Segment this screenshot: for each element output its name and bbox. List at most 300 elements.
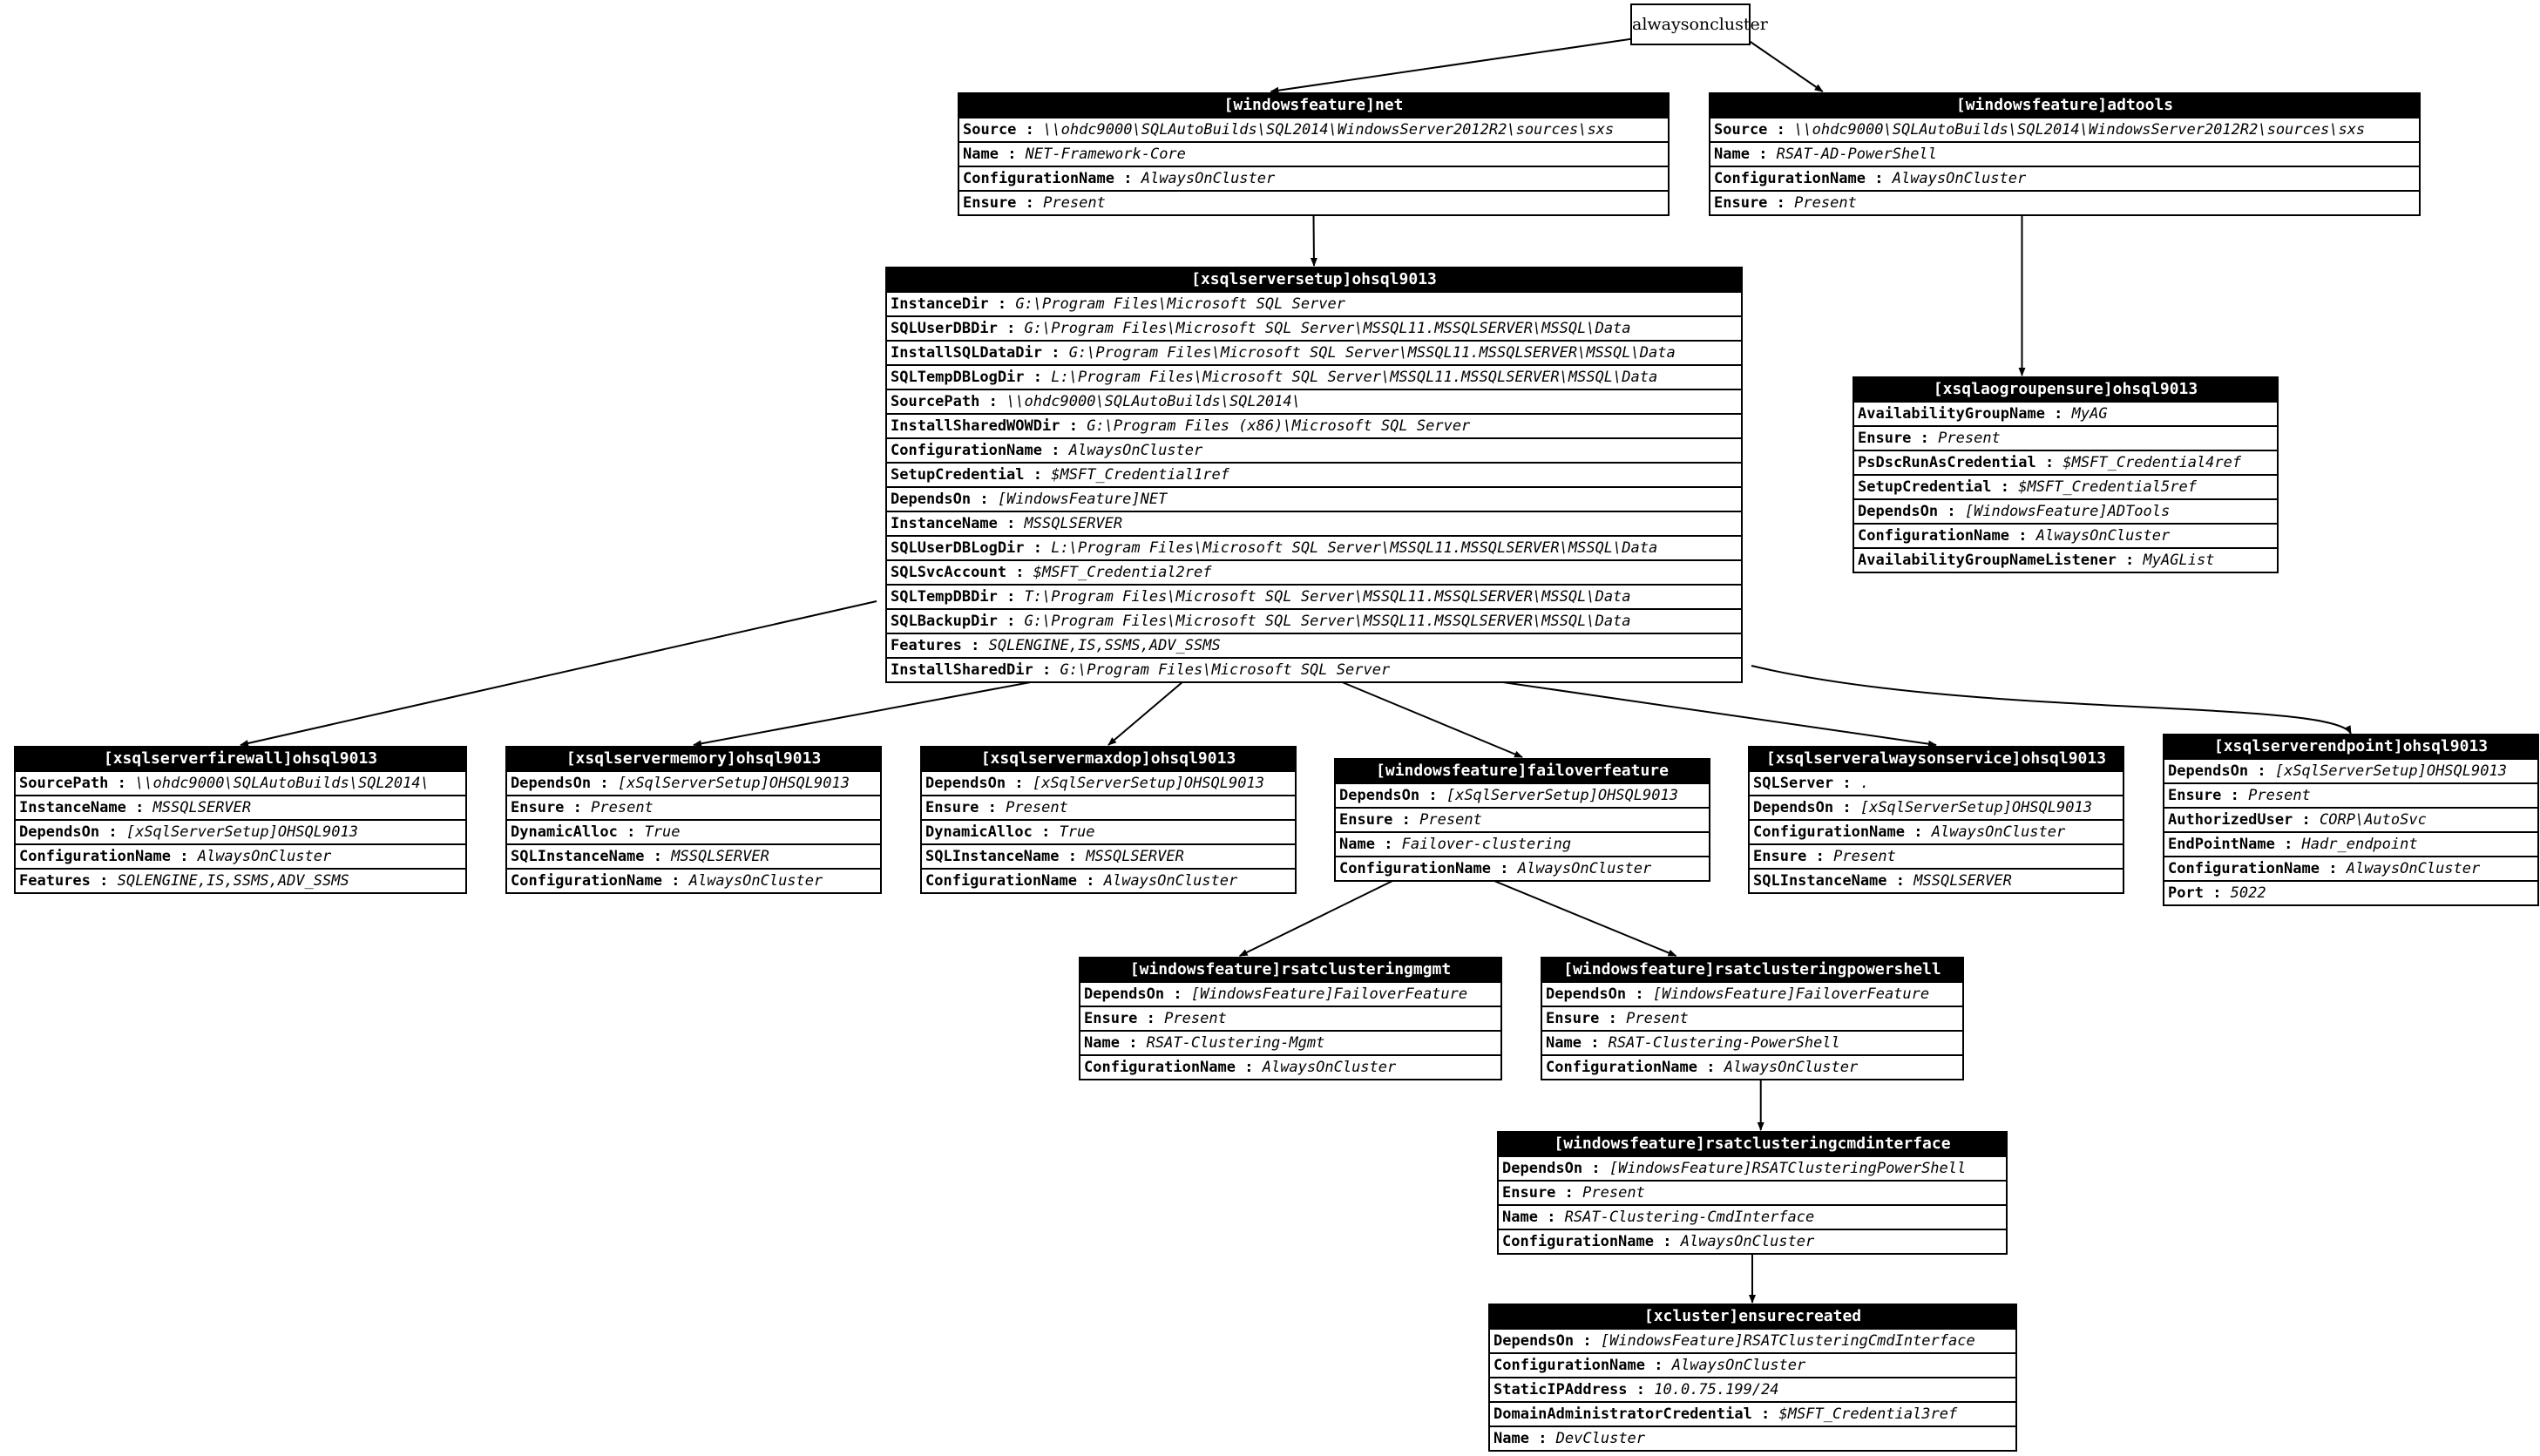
property-row <box>887 633 1741 657</box>
property-separator: : <box>1042 442 1069 459</box>
property-key: Ensure <box>1339 811 1393 829</box>
property-value: G:\Program Files\Microsoft SQL Server <box>1015 295 1346 313</box>
property-separator: : <box>1077 872 1104 890</box>
property-row <box>1542 1054 1962 1079</box>
property-key: Features <box>891 637 962 654</box>
node-title: [xsqlserverfirewall]ohsql9013 <box>16 748 465 770</box>
property-row <box>1750 795 2123 819</box>
property-row <box>1710 166 2419 190</box>
property-value: Failover-clustering <box>1401 836 1572 853</box>
property-separator: : <box>979 799 1006 816</box>
property-separator: : <box>1164 985 1191 1003</box>
property-separator: : <box>644 848 672 865</box>
property-separator: : <box>108 775 136 792</box>
property-row <box>959 117 1668 141</box>
property-row <box>1854 474 2277 498</box>
property-key: SQLTempDBDir <box>891 588 998 606</box>
property-separator: : <box>1491 860 1518 877</box>
property-row <box>2164 782 2537 807</box>
property-separator: : <box>1016 194 1044 212</box>
property-separator: : <box>1767 194 1795 212</box>
property-value: True <box>644 823 681 841</box>
node-title: [windowsfeature]failoverfeature <box>1336 760 1709 782</box>
property-key: ConfigurationName <box>963 170 1114 187</box>
property-row <box>2164 831 2537 856</box>
property-row <box>1336 856 1709 880</box>
property-row <box>887 608 1741 633</box>
property-key: ConfigurationName <box>1858 527 2009 545</box>
property-separator: : <box>1626 985 1653 1003</box>
property-value: RSAT-AD-PowerShell <box>1776 146 1937 163</box>
property-separator: : <box>2044 405 2072 423</box>
property-row <box>887 657 1741 681</box>
node-setup <box>885 267 1743 683</box>
property-row <box>1490 1328 2015 1352</box>
property-key: Name <box>1494 1430 1529 1447</box>
property-row <box>507 770 880 795</box>
node-title: [xsqlaogroupensure]ohsql9013 <box>1854 378 2277 401</box>
property-key: ConfigurationName <box>1339 860 1491 877</box>
property-row <box>1080 1030 1500 1054</box>
property-key: ConfigurationName <box>1753 823 1905 841</box>
property-row <box>16 795 465 819</box>
property-key: SQLBackupDir <box>891 613 998 630</box>
property-row <box>887 291 1741 315</box>
property-key: DependsOn <box>511 775 592 792</box>
property-row <box>16 770 465 795</box>
property-separator: : <box>1006 564 1033 581</box>
property-separator: : <box>1627 1381 1655 1398</box>
property-row <box>922 843 1295 868</box>
property-separator: : <box>1033 661 1060 679</box>
property-row <box>1499 1155 2006 1180</box>
property-value: [xSqlServerSetup]OHSQL9013 <box>1032 775 1264 792</box>
property-value: Present <box>1626 1010 1689 1027</box>
property-key: SQLServer <box>1753 775 1834 792</box>
property-value: SQLENGINE,IS,SSMS,ADV_SSMS <box>988 637 1221 654</box>
property-row <box>887 364 1741 389</box>
property-row <box>887 584 1741 608</box>
property-row <box>959 190 1668 214</box>
property-row <box>1490 1377 2015 1401</box>
property-value: $MSFT_Credential2ref <box>1033 564 1212 581</box>
property-row <box>1750 819 2123 843</box>
property-row <box>1490 1401 2015 1426</box>
property-value: MSSQLSERVER <box>152 799 252 816</box>
property-separator: : <box>979 393 1007 410</box>
property-separator: : <box>1024 369 1052 386</box>
property-row <box>959 166 1668 190</box>
property-key: InstanceDir <box>891 295 989 313</box>
property-value: G:\Program Files\Microsoft SQL Server\MSSQL11.MSSQLSERVER\MSSQL\Data <box>1024 613 1631 630</box>
property-row <box>507 819 880 843</box>
property-row <box>16 868 465 892</box>
property-key: StaticIPAddress <box>1494 1381 1628 1398</box>
property-key: Ensure <box>2168 787 2222 804</box>
property-value: G:\Program Files\Microsoft SQL Server\MSSQL11.MSSQLSERVER\MSSQL\Data <box>1068 344 1676 362</box>
property-row <box>1854 523 2277 547</box>
property-separator: : <box>1938 503 1965 520</box>
edge-setup-to-failover <box>1340 681 1522 757</box>
property-separator: : <box>1697 1059 1724 1076</box>
property-key: InstallSharedWOWDir <box>891 417 1060 435</box>
property-value: $MSFT_Credential5ref <box>2018 478 2197 496</box>
property-separator: : <box>1581 1034 1609 1052</box>
property-key: SQLInstanceName <box>511 848 645 865</box>
property-key: ConfigurationName <box>1546 1059 1697 1076</box>
property-value: L:\Program Files\Microsoft SQL Server\MSSQL11.MSSQLSERVER\MSSQL\Data <box>1051 369 1658 386</box>
property-key: DependsOn <box>1753 799 1834 816</box>
property-key: Ensure <box>1714 194 1768 212</box>
property-separator: : <box>1767 121 1795 139</box>
property-key: EndPointName <box>2168 836 2275 853</box>
node-title: [windowsfeature]rsatclusteringpowershell <box>1542 958 1962 981</box>
property-value: \\ohdc9000\SQLAutoBuilds\SQL2014\ <box>135 775 430 792</box>
property-separator: : <box>1749 146 1777 163</box>
edge-root-to-net <box>1270 38 1636 91</box>
property-value: [WindowsFeature]RSATClusteringCmdInterface <box>1600 1332 1975 1350</box>
property-row <box>1710 141 2419 166</box>
node-firewall <box>14 746 467 894</box>
property-value: AlwaysOnCluster <box>2035 527 2171 545</box>
property-key: DependsOn <box>891 491 972 508</box>
property-row <box>2164 758 2537 782</box>
node-title: [windowsfeature]net <box>959 94 1668 117</box>
property-value: AlwaysOnCluster <box>1671 1357 1806 1374</box>
property-key: ConfigurationName <box>925 872 1077 890</box>
property-separator: : <box>1599 1010 1627 1027</box>
property-separator: : <box>2035 454 2063 471</box>
property-key: PsDscRunAsCredential <box>1858 454 2036 471</box>
property-separator: : <box>1419 787 1446 804</box>
property-separator: : <box>2248 762 2275 780</box>
property-key: Name <box>1339 836 1375 853</box>
property-row <box>2164 856 2537 880</box>
property-separator: : <box>1374 836 1402 853</box>
node-title: [xsqlserversetup]ohsql9013 <box>887 268 1741 291</box>
property-separator: : <box>2320 860 2347 877</box>
property-row <box>1750 770 2123 795</box>
property-value: MSSQLSERVER <box>671 848 769 865</box>
property-row <box>922 795 1295 819</box>
property-row <box>887 437 1741 462</box>
property-key: Name <box>1714 146 1750 163</box>
property-separator: : <box>961 637 989 654</box>
property-row <box>887 486 1741 511</box>
property-separator: : <box>564 799 592 816</box>
property-separator: : <box>2009 527 2036 545</box>
property-value: AlwaysOnCluster <box>1068 442 1203 459</box>
property-separator: : <box>2274 836 2302 853</box>
node-mgmt <box>1079 957 1502 1080</box>
node-maxdop <box>920 746 1297 894</box>
property-value: [xSqlServerSetup]OHSQL9013 <box>617 775 850 792</box>
property-value: AlwaysOnCluster <box>1892 170 2027 187</box>
property-row <box>1710 117 2419 141</box>
property-value: . <box>1859 775 1870 792</box>
property-separator: : <box>2293 811 2320 829</box>
node-title: [xsqlservermaxdop]ohsql9013 <box>922 748 1295 770</box>
property-key: DependsOn <box>1339 787 1420 804</box>
property-row <box>887 535 1741 559</box>
property-key: InstallSharedDir <box>891 661 1033 679</box>
property-separator: : <box>971 491 998 508</box>
property-separator: : <box>1574 1332 1601 1350</box>
property-key: ConfigurationName <box>1494 1357 1645 1374</box>
property-value: [WindowsFeature]ADTools <box>1964 503 2171 520</box>
property-separator: : <box>997 320 1025 337</box>
property-row <box>1336 831 1709 856</box>
property-key: Ensure <box>1858 430 1912 447</box>
node-title: [xsqlserveralwaysonservice]ohsql9013 <box>1750 748 2123 770</box>
property-value: DevCluster <box>1555 1430 1646 1447</box>
property-separator: : <box>1866 170 1893 187</box>
property-key: Name <box>1502 1209 1538 1226</box>
edge-setup-to-firewall <box>240 601 877 745</box>
property-key: Name <box>1546 1034 1582 1052</box>
node-title: [xsqlserverendpoint]ohsql9013 <box>2164 735 2537 758</box>
property-value: Present <box>2248 787 2311 804</box>
property-key: ConfigurationName <box>1714 170 1866 187</box>
property-separator: : <box>90 872 118 890</box>
property-value: AlwaysOnCluster <box>1103 872 1238 890</box>
property-separator: : <box>1833 775 1860 792</box>
property-separator: : <box>988 295 1016 313</box>
property-value: \\ohdc9000\SQLAutoBuilds\SQL2014\WindowsServer2012R2\sources\sxs <box>1794 121 2366 139</box>
property-key: DependsOn <box>925 775 1006 792</box>
property-value: AlwaysOnCluster <box>1680 1233 1815 1250</box>
property-separator: : <box>998 146 1026 163</box>
property-value: Present <box>1582 1184 1645 1202</box>
property-key: SetupCredential <box>1858 478 1992 496</box>
property-key: SQLInstanceName <box>925 848 1060 865</box>
property-row <box>922 819 1295 843</box>
property-value: RSAT-Clustering-CmdInterface <box>1564 1209 1815 1226</box>
property-separator: : <box>1032 823 1060 841</box>
property-separator: : <box>171 848 198 865</box>
node-title: [windowsfeature]adtools <box>1710 94 2419 117</box>
property-key: Port <box>2168 884 2204 902</box>
property-key: Ensure <box>1502 1184 1556 1202</box>
property-key: Ensure <box>511 799 565 816</box>
node-agensure <box>1853 376 2279 573</box>
property-separator: : <box>1751 1405 1779 1423</box>
property-key: DependsOn <box>19 823 100 841</box>
property-row <box>1854 547 2277 572</box>
property-key: Ensure <box>963 194 1017 212</box>
property-value: T:\Program Files\Microsoft SQL Server\MSSQL11.MSSQLSERVER\MSSQL\Data <box>1024 588 1631 606</box>
property-value: [xSqlServerSetup]OHSQL9013 <box>1859 799 2092 816</box>
property-key: DynamicAlloc <box>511 823 618 841</box>
property-separator: : <box>1582 1160 1609 1177</box>
property-separator: : <box>1991 478 2019 496</box>
property-value: AlwaysOnCluster <box>1724 1059 1859 1076</box>
property-separator: : <box>1886 872 1914 890</box>
property-value: Present <box>591 799 654 816</box>
property-separator: : <box>1645 1357 1672 1374</box>
property-key: SQLUserDBLogDir <box>891 539 1025 557</box>
property-row <box>1499 1180 2006 1204</box>
property-value: AlwaysOnCluster <box>1517 860 1652 877</box>
node-cmd <box>1497 1131 2008 1255</box>
property-row <box>1490 1352 2015 1377</box>
property-separator: : <box>1236 1059 1263 1076</box>
property-value: G:\Program Files\Microsoft SQL Server <box>1060 661 1391 679</box>
node-adtools <box>1709 92 2421 216</box>
property-row <box>887 511 1741 535</box>
property-row <box>922 868 1295 892</box>
property-value: [WindowsFeature]NET <box>997 491 1168 508</box>
property-row <box>1336 807 1709 831</box>
property-value: 5022 <box>2230 884 2266 902</box>
property-value: Present <box>1938 430 2001 447</box>
property-value: True <box>1059 823 1095 841</box>
edge-setup-to-memory <box>694 681 1035 745</box>
property-row <box>887 559 1741 584</box>
property-key: DependsOn <box>1502 1160 1583 1177</box>
property-value: Hadr_endpoint <box>2301 836 2418 853</box>
property-value: AlwaysOnCluster <box>1141 170 1276 187</box>
property-separator: : <box>1392 811 1420 829</box>
property-row <box>1080 1006 1500 1030</box>
edge-setup-to-alwayson <box>1497 681 1936 745</box>
property-key: DomainAdministratorCredential <box>1494 1405 1752 1423</box>
property-value: G:\Program Files (x86)\Microsoft SQL Server <box>1087 417 1471 435</box>
property-key: Ensure <box>1753 848 1807 865</box>
property-value: CORP\AutoSvc <box>2320 811 2427 829</box>
property-separator: : <box>997 588 1025 606</box>
property-separator: : <box>1654 1233 1681 1250</box>
property-separator: : <box>1042 344 1069 362</box>
property-key: InstallSQLDataDir <box>891 344 1042 362</box>
property-key: ConfigurationName <box>511 872 662 890</box>
property-separator: : <box>1833 799 1860 816</box>
property-key: Features <box>19 872 91 890</box>
property-separator: : <box>2116 552 2144 569</box>
property-key: ConfigurationName <box>2168 860 2320 877</box>
edge-setup-to-maxdop <box>1108 681 1183 745</box>
property-key: Source <box>1714 121 1768 139</box>
property-row <box>1336 782 1709 807</box>
property-row <box>922 770 1295 795</box>
property-value: Present <box>1833 848 1896 865</box>
property-row <box>1854 425 2277 450</box>
property-separator: : <box>591 775 618 792</box>
property-value: MyAG <box>2071 405 2108 423</box>
node-title: [xcluster]ensurecreated <box>1490 1305 2015 1328</box>
property-key: DynamicAlloc <box>925 823 1033 841</box>
node-alwayson <box>1748 746 2124 894</box>
property-row <box>887 315 1741 340</box>
property-separator: : <box>1059 848 1087 865</box>
property-key: ConfigurationName <box>891 442 1042 459</box>
property-value: [xSqlServerSetup]OHSQL9013 <box>2274 762 2507 780</box>
property-row <box>887 389 1741 413</box>
property-value: $MSFT_Credential4ref <box>2062 454 2242 471</box>
property-separator: : <box>1137 1010 1165 1027</box>
property-separator: : <box>1806 848 1834 865</box>
property-row <box>507 868 880 892</box>
property-separator: : <box>1114 170 1141 187</box>
property-value: AlwaysOnCluster <box>688 872 823 890</box>
property-value: $MSFT_Credential3ref <box>1778 1405 1958 1423</box>
property-row <box>16 819 465 843</box>
property-value: Present <box>1043 194 1106 212</box>
property-row <box>1710 190 2419 214</box>
property-value: [WindowsFeature]FailoverFeature <box>1652 985 1930 1003</box>
property-value: \\ohdc9000\SQLAutoBuilds\SQL2014\ <box>1006 393 1301 410</box>
property-separator: : <box>662 872 689 890</box>
property-key: AuthorizedUser <box>2168 811 2293 829</box>
property-key: InstanceName <box>19 799 126 816</box>
property-value: Present <box>1419 811 1482 829</box>
property-row <box>507 795 880 819</box>
property-value: MSSQLSERVER <box>1913 872 2012 890</box>
property-value: RSAT-Clustering-PowerShell <box>1608 1034 1840 1052</box>
property-row <box>1490 1426 2015 1450</box>
property-row <box>1750 868 2123 892</box>
property-key: SQLTempDBLogDir <box>891 369 1025 386</box>
property-value: AlwaysOnCluster <box>2346 860 2481 877</box>
property-separator: : <box>1024 466 1052 484</box>
edge-setup-to-endpoint <box>1751 666 2351 734</box>
property-key: Ensure <box>925 799 979 816</box>
property-separator: : <box>1060 417 1087 435</box>
property-value: [WindowsFeature]FailoverFeature <box>1190 985 1468 1003</box>
property-row <box>1854 401 2277 425</box>
property-key: ConfigurationName <box>19 848 171 865</box>
property-value: [WindowsFeature]RSATClusteringPowerShell <box>1609 1160 1967 1177</box>
property-value: AlwaysOnCluster <box>197 848 332 865</box>
node-cluster <box>1488 1304 2017 1452</box>
property-key: DependsOn <box>1084 985 1165 1003</box>
property-value: 10.0.75.199/24 <box>1654 1381 1779 1398</box>
property-row <box>1854 450 2277 474</box>
property-separator: : <box>1911 430 1939 447</box>
property-separator: : <box>1016 121 1044 139</box>
property-key: ConfigurationName <box>1084 1059 1236 1076</box>
property-row <box>1750 843 2123 868</box>
property-value: [xSqlServerSetup]OHSQL9013 <box>125 823 358 841</box>
property-key: DependsOn <box>2168 762 2249 780</box>
property-separator: : <box>99 823 126 841</box>
node-title: [windowsfeature]rsatclusteringcmdinterface <box>1499 1133 2006 1155</box>
property-value: SQLENGINE,IS,SSMS,ADV_SSMS <box>117 872 349 890</box>
property-separator: : <box>1537 1209 1565 1226</box>
property-value: Present <box>1006 799 1068 816</box>
node-ps <box>1541 957 1964 1080</box>
property-key: ConfigurationName <box>1502 1233 1654 1250</box>
property-row <box>1080 1054 1500 1079</box>
property-row <box>887 340 1741 364</box>
property-separator: : <box>1905 823 1932 841</box>
property-row <box>2164 807 2537 831</box>
property-separator: : <box>617 823 645 841</box>
property-value: MyAGList <box>2143 552 2215 569</box>
property-separator: : <box>2221 787 2249 804</box>
property-row <box>2164 880 2537 904</box>
property-separator: : <box>2203 884 2231 902</box>
property-value: Present <box>1164 1010 1227 1027</box>
property-key: SQLInstanceName <box>1753 872 1887 890</box>
property-row <box>1499 1204 2006 1229</box>
node-failover <box>1334 758 1710 882</box>
property-row <box>887 413 1741 437</box>
property-value: L:\Program Files\Microsoft SQL Server\MSSQL11.MSSQLSERVER\MSSQL\Data <box>1051 539 1658 557</box>
property-key: DependsOn <box>1494 1332 1575 1350</box>
node-title: [xsqlservermemory]ohsql9013 <box>507 748 880 770</box>
property-key: Name <box>1084 1034 1120 1052</box>
